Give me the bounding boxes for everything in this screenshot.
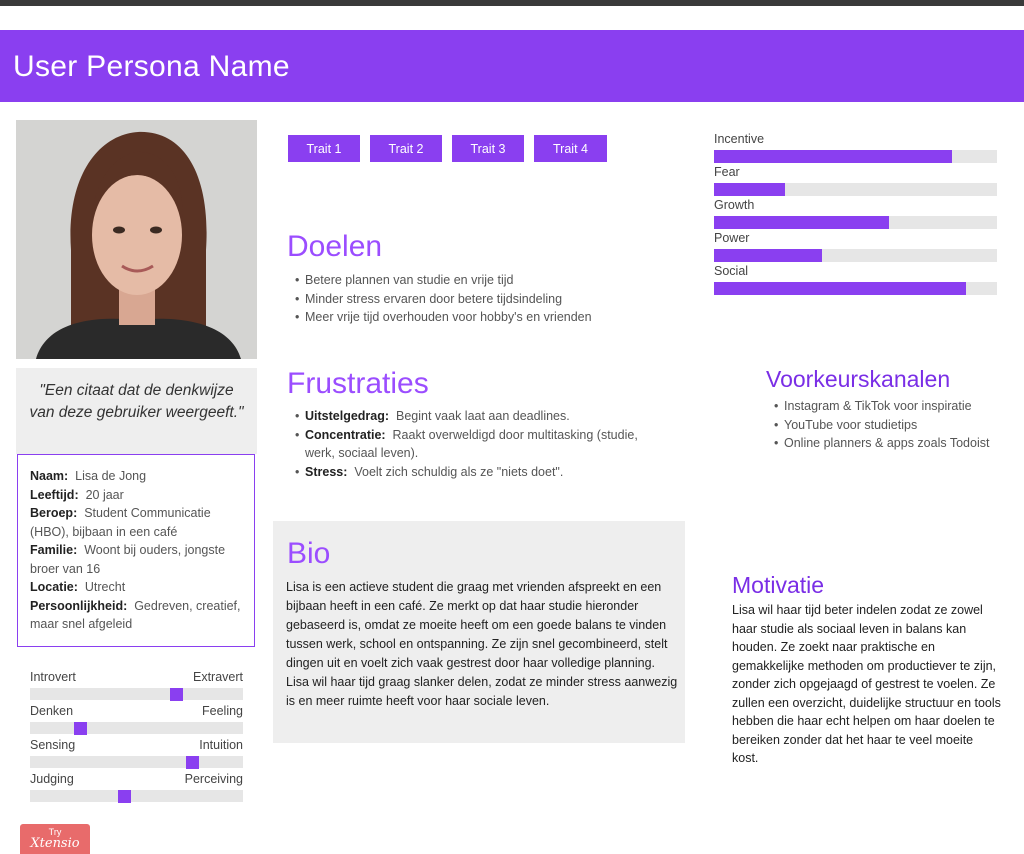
info-value: 20 jaar [85, 487, 124, 502]
info-row-name [30, 467, 244, 486]
slider-track [30, 722, 243, 734]
motivation-bars [714, 132, 997, 297]
info-value: Student Communicatie (HBO), bijbaan in een café [30, 506, 211, 539]
slider-track [30, 756, 243, 768]
info-row-family [30, 541, 244, 578]
top-strip [0, 0, 1024, 6]
channels-list [784, 397, 989, 453]
info-row-location [30, 578, 244, 597]
trait-tag-3[interactable]: Trait 3 [452, 135, 524, 162]
slider-knob[interactable] [186, 756, 199, 769]
quote-box [16, 368, 257, 454]
motivation-fill [714, 282, 966, 295]
motivation-track [714, 183, 997, 196]
slider-right-label: Intuition [199, 738, 243, 752]
slider-track [30, 790, 243, 802]
channel-item: • Instagram & TikTok voor inspiratie [784, 397, 989, 416]
motivation-fill [714, 150, 952, 163]
frustration-text: Voelt zich schuldig als ze "niets doet". [354, 464, 564, 479]
trait-tag-2[interactable]: Trait 2 [370, 135, 442, 162]
motivation-track [714, 282, 997, 295]
info-value: Gedreven, creatief, maar snel afgeleid [30, 598, 241, 631]
motivation-fill [714, 216, 889, 229]
frustration-label: Uitstelgedrag: [305, 409, 390, 423]
frustration-text: Begint vaak laat aan deadlines. [396, 409, 570, 423]
motivation-bar [714, 264, 997, 297]
frustration-text: Raakt overweldigd door multitasking (studie, werk, sociaal leven). [305, 427, 638, 460]
trait-tag-1[interactable]: Trait 1 [288, 135, 360, 162]
persona-photo [16, 120, 257, 359]
slider-left-label: Sensing [30, 738, 76, 752]
info-value: Woont bij ouders, jongste broer van 16 [30, 543, 226, 576]
frustration-item [305, 407, 665, 426]
motivation-label: Incentive [714, 132, 765, 146]
badge-line-1: Try [48, 827, 62, 837]
motivation-bar [714, 132, 997, 165]
motivation-bar [714, 165, 997, 198]
motivation-label: Social [714, 264, 749, 278]
frustration-label: Stress: [305, 464, 348, 479]
slider-knob[interactable] [74, 722, 87, 735]
info-label: Leeftijd: [30, 487, 79, 502]
bio-title: Bio [287, 537, 331, 570]
slider-knob[interactable] [170, 688, 183, 701]
motivation-label: Growth [714, 198, 755, 212]
motivation-text: Lisa wil haar tijd beter indelen zodat ze zowel haar studie als sociaal leven in balans kan houden. Ze zoekt naar praktische en gemakkelijke methoden om productiever te zijn, zonder zich opgejaagd of gestrest te voelen. Ze zullen een overzicht, duidelijke structuur en tools hebben die haar echt helpen om haar doelen te bereiken zonder dat het haar te veel moeite kost. [732, 603, 1001, 765]
info-row-age [30, 486, 244, 505]
personality-slider [30, 770, 243, 804]
bio-text: Lisa is een actieve student die graag met vrienden afspreekt en een bijbaan heeft in een café. Ze merkt op dat haar studie hieronder gebaseerd is, omdat ze moeite heeft om een goede balans te vinden tussen werk, school en ontspanning. Ze zijn snel gecombineerd, stelt dingen uit en voelt zich vaak gestrest door haar volledige planning. Lisa wil haar tijd graag slanker delen, zodat ze minder stress aanwezig is en meer ruimte heeft voor haar sociale leven. [286, 580, 678, 708]
info-row-occupation [30, 504, 244, 541]
motivation-label: Power [714, 231, 750, 245]
goal-item: • Betere plannen van studie en vrije tijd [305, 271, 592, 290]
motivation-track [714, 249, 997, 262]
channel-item: • YouTube voor studietips [784, 416, 989, 435]
channels-title: Voorkeurskanalen [766, 366, 951, 392]
frustration-label: Concentratie: [305, 427, 386, 442]
slider-left-label: Denken [30, 704, 74, 718]
personality-sliders [30, 668, 243, 804]
motivation-label: Fear [714, 165, 740, 179]
motivation-fill [714, 183, 785, 196]
personality-slider [30, 668, 243, 702]
info-label: Persoonlijkheid: [30, 598, 128, 613]
info-row-personality [30, 597, 244, 634]
slider-right-label: Perceiving [184, 772, 243, 786]
slider-track [30, 688, 243, 700]
motivation-track [714, 216, 997, 229]
persona-portrait-image [16, 120, 257, 359]
motivation-title: Motivatie [732, 572, 825, 598]
frustration-item [305, 426, 665, 463]
goal-item: • Meer vrije tijd overhouden voor hobby's en vrienden [305, 308, 592, 327]
persona-quote: "Een citaat dat de denkwijze van deze gebruiker weergeeft." [29, 382, 244, 421]
personality-slider [30, 702, 243, 736]
info-label: Naam: [30, 469, 69, 483]
slider-right-label: Extravert [192, 670, 243, 684]
bio-box [273, 521, 685, 743]
try-xtensio-badge[interactable] [20, 824, 90, 854]
motivation-bar [714, 231, 997, 264]
goals-list [305, 271, 592, 327]
trait-tag-4[interactable]: Trait 4 [534, 135, 607, 162]
header-banner [0, 30, 1024, 102]
slider-left-label: Judging [30, 772, 74, 786]
info-value: Lisa de Jong [75, 469, 147, 483]
info-label: Locatie: [30, 580, 78, 594]
frustrations-title: Frustraties [287, 367, 429, 400]
frustrations-list [305, 407, 665, 481]
page-title: User Persona Name [13, 50, 290, 83]
motivation-track [714, 150, 997, 163]
slider-left-label: Introvert [30, 670, 76, 684]
motivation-fill [714, 249, 822, 262]
motivation-bar [714, 198, 997, 231]
slider-knob[interactable] [118, 790, 131, 803]
info-label: Familie: [30, 543, 78, 557]
personality-slider [30, 736, 243, 770]
goal-item: • Minder stress ervaren door betere tijdsindeling [305, 290, 592, 309]
channel-item: • Online planners & apps zoals Todoist [784, 434, 989, 453]
badge-logo-text: Xtensio [30, 836, 80, 851]
slider-right-label: Feeling [202, 704, 243, 718]
traits-row [288, 135, 607, 162]
goals-title: Doelen [287, 230, 383, 263]
frustration-item [305, 463, 665, 482]
persona-info-box [17, 454, 255, 647]
info-label: Beroep: [30, 506, 78, 520]
info-value: Utrecht [84, 580, 126, 594]
